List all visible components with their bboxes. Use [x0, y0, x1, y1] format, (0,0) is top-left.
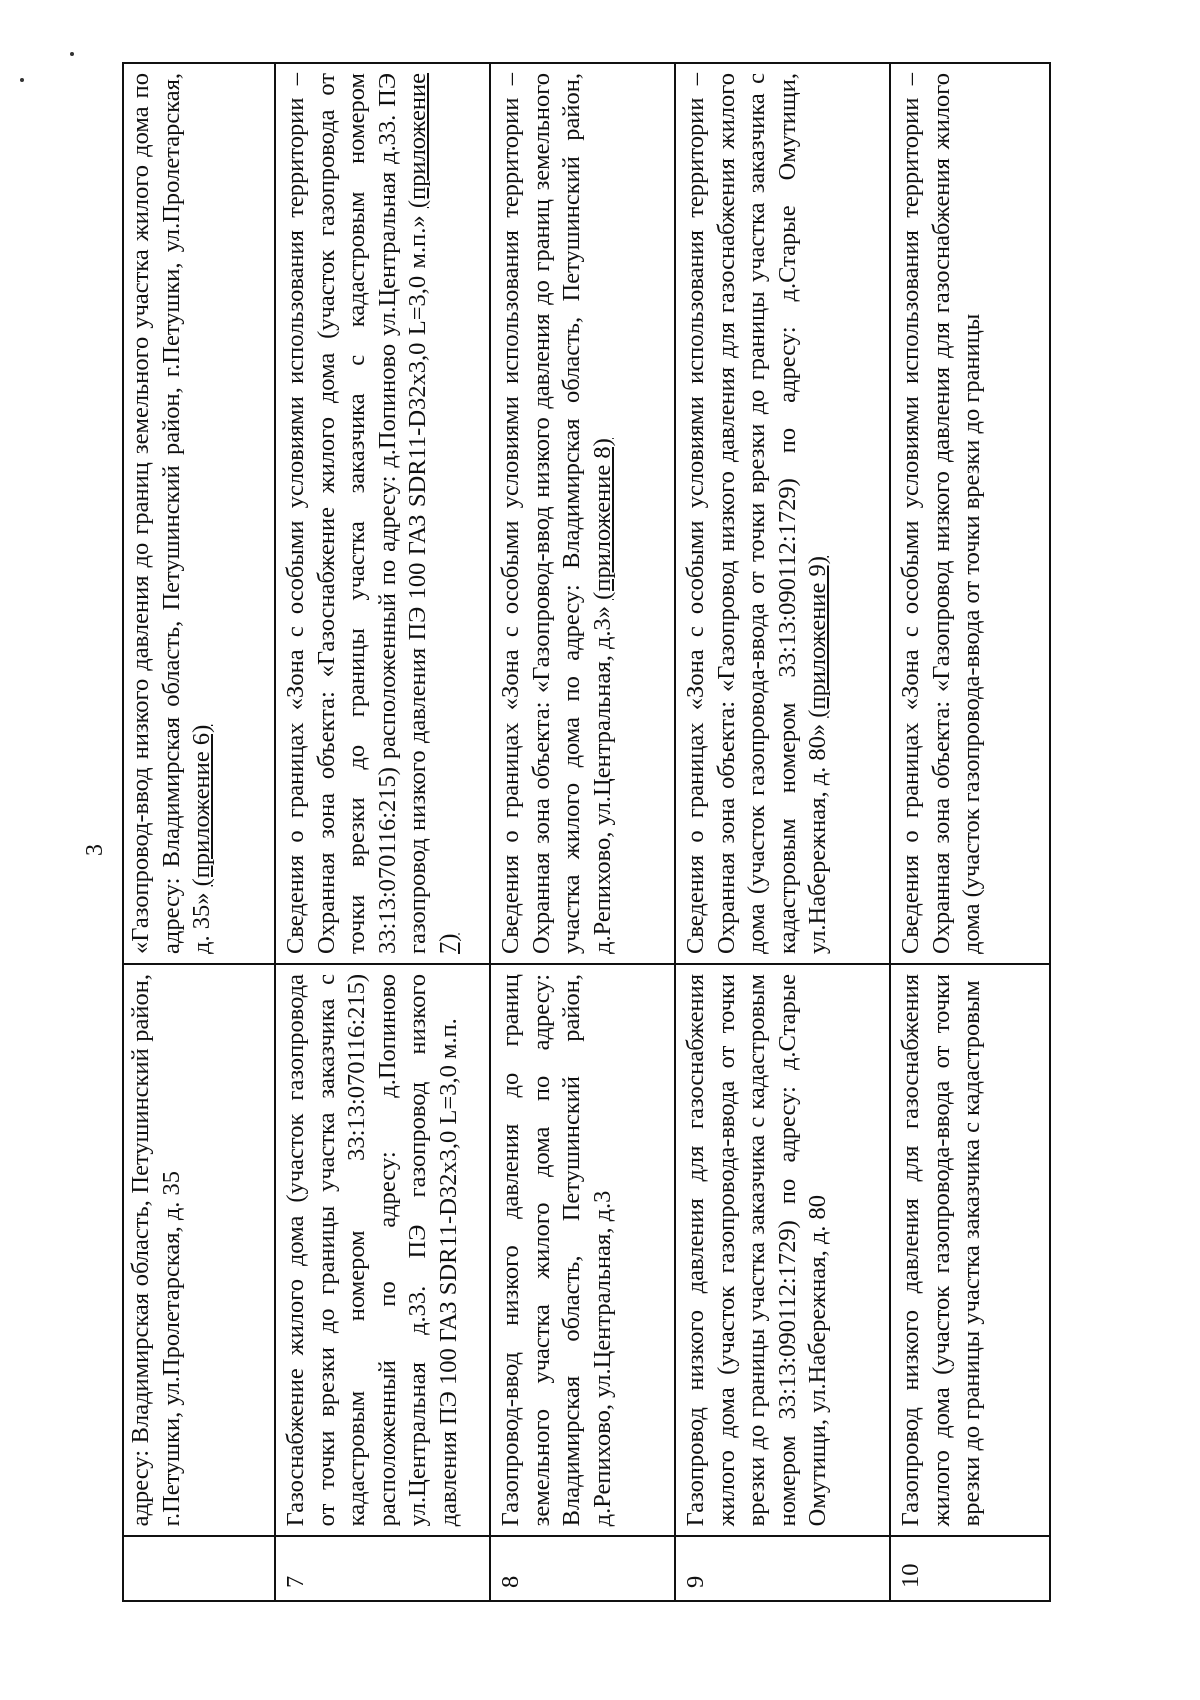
- zone-info-text: Сведения о границах «Зона с особыми условиями использования территории – Охранная зона объекта: «Газоснабжение жилого дома (участок газопровода от точки врезки до границы участка заказчика с кадастровым номером 33:13:070116:215) расположенный по адресу: д.Попиново ул.Центральная д.33. ПЭ газопровод низкого давления ПЭ 100 ГАЗ SDR11-D32x3,0 L=3,0 м.п.»: [282, 73, 431, 954]
- table-row: [675, 63, 890, 1601]
- object-description: адресу: Владимирская область, Петушинский район, г.Петушки, ул.Пролетарская, д. 35: [123, 964, 275, 1536]
- zone-info: [890, 63, 1050, 964]
- object-description: Газоснабжение жилого дома (участок газопровода от точки врезки до границы участка заказчика с кадастровым номером 33:13:070116:215) расположенный по адресу: д.Попиново ул.Центральная д.33. ПЭ газопровод низкого давления ПЭ 100 ГАЗ SDR11-D32x3,0 L=3,0 м.п.: [275, 964, 490, 1536]
- zone-info: [123, 63, 275, 964]
- page-number: 3: [82, 844, 108, 856]
- row-number: 7: [275, 1536, 490, 1601]
- appendix-reference: (приложение 8): [588, 438, 616, 600]
- row-number: [123, 1536, 275, 1601]
- row-number: 9: [675, 1536, 890, 1601]
- zone-info-text: «Газопровод-ввод низкого давления до границ земельного участка жилого дома по адресу: Владимирская область, Петушинский район, г.Петушки, ул.Пролетарская, д. 35»: [127, 73, 215, 954]
- row-number: 10: [890, 1536, 1050, 1601]
- zones-table: [122, 62, 1051, 1602]
- object-description: Газопровод низкого давления для газоснабжения жилого дома (участок газопровода-ввода от точки врезки до границы участка заказчика с кадастровым: [890, 964, 1050, 1536]
- appendix-reference: (приложение 9): [804, 556, 831, 718]
- table-row: [890, 63, 1050, 1601]
- table-row: [275, 63, 490, 1601]
- row-number: 8: [490, 1536, 675, 1601]
- table-row: [123, 63, 275, 1601]
- table-row: [490, 63, 675, 1601]
- appendix-reference: (приложение 6): [188, 724, 215, 887]
- object-description: Газопровод-ввод низкого давления до границ земельного участка жилого дома по адресу: Владимирская область, Петушинский район, д.Репихово, ул.Центральная, д.3: [490, 964, 675, 1536]
- zone-info-text: Сведения о границах «Зона с особыми условиями использования территории – Охранная зона объекта: «Газопровод низкого давления для газоснабжения жилого дома (участок газопровода-ввода от точки врезки до границы участка заказчика с кадастровым номером 33:13:090112:1729) по адресу: д.Старые Омутищи, ул.Набережная, д. 80»: [682, 73, 831, 954]
- zone-info: [275, 63, 490, 964]
- zone-info: [675, 63, 890, 964]
- appendix-reference: (приложение 7): [404, 72, 462, 954]
- zone-info-text: Сведения о границах «Зона с особыми условиями использования территории – Охранная зона объекта: «Газопровод низкого давления для газоснабжения жилого дома (участок газопровода-ввода от точки врезки до границы: [897, 73, 985, 954]
- zone-info-text: Сведения о границах «Зона с особыми условиями использования территории – Охранная зона объекта: «Газопровод-ввод низкого давления до границ земельного участка жилого дома по адресу: Владимирская область, Петушинский район, д.Репихово, ул.Центральная, д.3»: [497, 73, 616, 954]
- zone-info: [490, 63, 675, 964]
- object-description: Газопровод низкого давления для газоснабжения жилого дома (участок газопровода-ввода от точки врезки до границы участка заказчика с кадастровым номером 33:13:090112:1729) по адресу: д.Старые Омутищи, ул.Набережная, д. 80: [675, 964, 890, 1536]
